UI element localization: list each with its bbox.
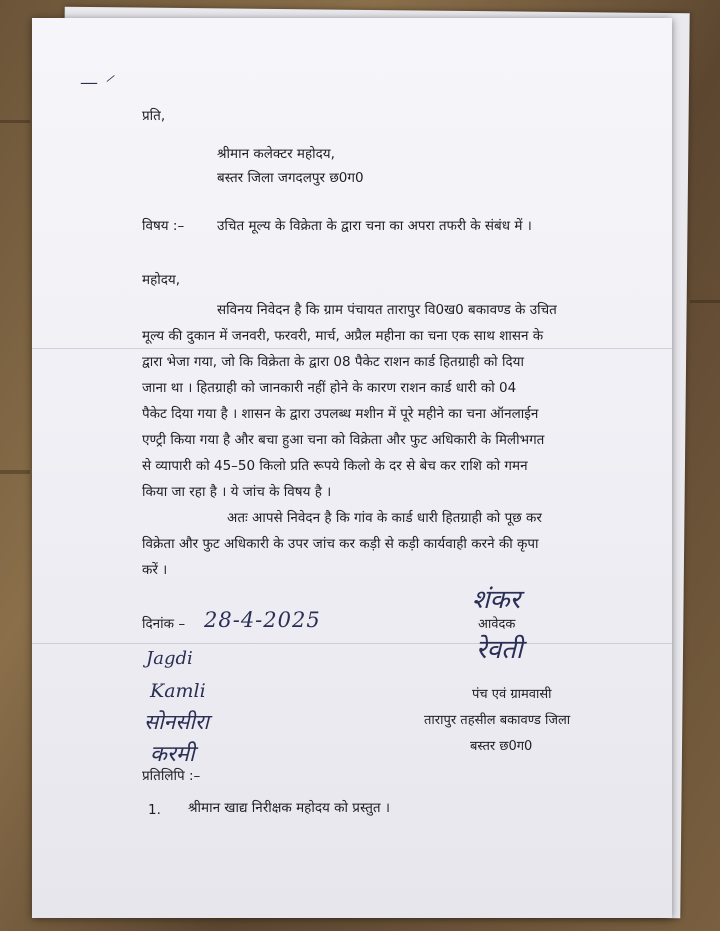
signature-left-1: Jagdi — [146, 648, 193, 669]
signature-shankar: शंकर — [472, 585, 521, 615]
body-line: एण्ट्री किया गया है और बचा हुआ चना को विक्रेता और फुट अधिकारी के मिलीभगत — [142, 432, 545, 448]
salutation-to: प्रति, — [142, 108, 166, 124]
body-line: जाना था । हितग्राही को जानकारी नहीं होने के कारण राशन कार्ड धारी को 04 — [142, 380, 517, 396]
letter-page — [32, 18, 672, 918]
signature-left-2: Kamli — [150, 680, 206, 702]
sender-line3: बस्तर छ0ग0 — [470, 739, 533, 754]
table-grain — [0, 120, 30, 123]
subject-label: विषय :– — [142, 218, 185, 234]
addressee-line2: बस्तर जिला जगदलपुर छ0ग0 — [217, 170, 364, 186]
greeting: महोदय, — [142, 272, 181, 288]
subject-text: उचित मूल्य के विक्रेता के द्वारा चना का अपरा तफरी के संबंध में । — [217, 218, 532, 234]
signature-left-4: करमी — [150, 742, 195, 767]
date-value: 28-4-2025 — [204, 608, 321, 632]
signature-revati: रेवती — [476, 635, 523, 665]
table-grain — [0, 470, 30, 474]
body-line: अतः आपसे निवेदन है कि गांव के कार्ड धारी हितग्राही को पूछ कर — [227, 510, 542, 526]
body-line: किया जा रहा है । ये जांच के विषय है । — [142, 484, 332, 500]
addressee-line1: श्रीमान कलेक्टर महोदय, — [217, 146, 335, 162]
body-line: द्वारा भेजा गया, जो कि विक्रेता के द्वारा 08 पैकेट राशन कार्ड हितग्राही को दिया — [142, 354, 524, 370]
table-grain — [690, 300, 720, 303]
body-line: पैकेट दिया गया है । शासन के द्वारा उपलब्ध मशीन में पूरे महीने का चना ऑनलाईन — [142, 406, 539, 422]
applicant-label: आवेदक — [478, 617, 516, 632]
body-line: विक्रेता और फुट अधिकारी के उपर जांच कर कड़ी से कड़ी कार्यवाही करने की कृपा — [142, 536, 539, 552]
pen-mark: — ⸍ — [80, 72, 113, 93]
body-line: मूल्य की दुकान में जनवरी, फरवरी, मार्च, अप्रैल महीना का चना एक साथ शासन के — [142, 328, 544, 344]
copy-item-text: श्रीमान खाद्य निरीक्षक महोदय को प्रस्तुत । — [188, 800, 391, 816]
body-line: सविनय निवेदन है कि ग्राम पंचायत तारापुर वि0ख0 बकावण्ड के उचित — [217, 302, 557, 318]
body-line: से व्यापारी को 45–50 किलो प्रति रूपये किलो के दर से बेच कर राशि को गमन — [142, 458, 528, 474]
date-label: दिनांक – — [142, 616, 186, 632]
sender-line2: तारापुर तहसील बकावण्ड जिला — [424, 713, 571, 728]
body-line: करें । — [142, 562, 168, 578]
fold-crease — [32, 643, 672, 644]
fold-crease — [32, 348, 672, 349]
signature-left-3: सोनसीरा — [144, 710, 209, 734]
sender-line1: पंच एवं ग्रामवासी — [472, 687, 552, 702]
copy-item-number: 1. — [148, 802, 161, 818]
copy-label: प्रतिलिपि :– — [142, 768, 201, 784]
